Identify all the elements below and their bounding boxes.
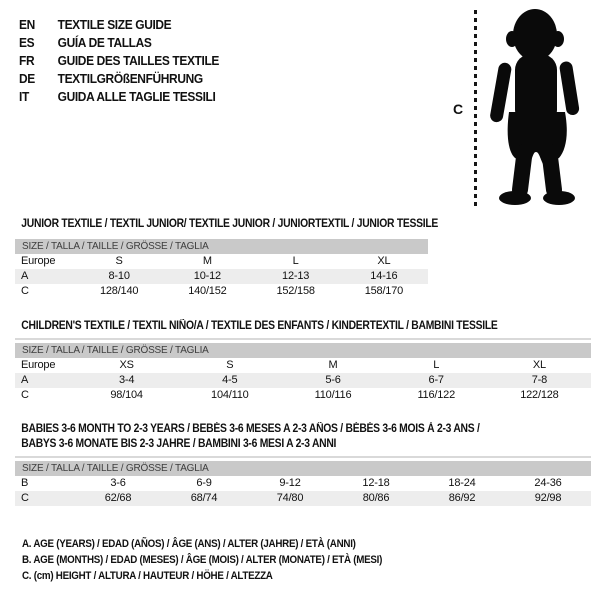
language-title: GUIDA ALLE TAGLIE TESSILI: [57, 89, 216, 104]
table-row-height: [15, 284, 428, 299]
height-cell: 116/122: [417, 389, 455, 401]
months-cell: 6-9: [196, 477, 212, 489]
height-measure-dashed-line: [474, 10, 477, 208]
age-cell: 4-5: [222, 374, 238, 386]
table-top-rule: [15, 456, 591, 458]
height-cell: 122/128: [520, 389, 559, 401]
age-cell: 5-6: [325, 374, 341, 386]
height-cell: 152/158: [276, 285, 315, 297]
size-cell: L: [433, 359, 440, 371]
table-row-europe: [15, 254, 428, 269]
language-row-de: [19, 70, 219, 88]
size-cell: XL: [377, 255, 391, 267]
age-cell: 6-7: [428, 374, 444, 386]
height-cell: 158/170: [364, 285, 404, 297]
childrens-size-header-bar: [15, 343, 591, 358]
table-row-height: [15, 491, 591, 506]
height-cell: 74/80: [276, 492, 304, 504]
language-title: GUÍA DE TALLAS: [57, 35, 152, 50]
row-label: A: [21, 374, 29, 386]
height-cell: 80/86: [362, 492, 390, 504]
row-label: C: [21, 492, 29, 504]
babies-table-title-line2: BABYS 3-6 MONATE BIS 2-3 JAHRE / BAMBINI 3-6 MESI A 2-3 ANNI: [21, 438, 337, 450]
size-cell: S: [115, 255, 123, 267]
months-cell: 9-12: [279, 477, 301, 489]
row-label: A: [21, 270, 29, 282]
language-code: FR: [19, 53, 35, 68]
row-label: B: [21, 477, 29, 489]
language-code: EN: [19, 17, 35, 32]
footnote-age-months: B. AGE (MONTHS) / EDAD (MESES) / ÂGE (MOIS) / ALTER (MONATE) / ETÀ (MESI): [22, 554, 383, 566]
height-cell: 92/98: [534, 492, 562, 504]
size-cell: XS: [119, 359, 134, 371]
language-code: ES: [19, 35, 35, 50]
table-row-height: [15, 388, 591, 403]
height-cell: 110/116: [314, 389, 352, 401]
language-title: TEXTILE SIZE GUIDE: [57, 17, 172, 32]
months-cell: 3-6: [110, 477, 126, 489]
height-cell: 104/110: [211, 389, 249, 401]
size-header-label: SIZE / TALLA / TAILLE / GRÖSSE / TAGLIA: [22, 240, 209, 252]
age-cell: 10-12: [193, 270, 221, 282]
footnote-legend: [22, 536, 427, 584]
table-row-months: [15, 476, 591, 491]
childrens-textile-table: [15, 319, 591, 403]
footnote-height: C. (cm) HEIGHT / ALTURA / HAUTEUR / HÖHE / ALTEZZA: [22, 570, 273, 582]
age-cell: 12-13: [282, 270, 310, 282]
language-row-en: [19, 16, 219, 34]
age-cell: 3-4: [118, 374, 135, 386]
language-code: DE: [19, 71, 35, 86]
row-label: C: [21, 389, 29, 401]
junior-table-title: JUNIOR TEXTILE / TEXTIL JUNIOR/ TEXTILE JUNIOR / JUNIORTEXTIL / JUNIOR TESSILE: [21, 218, 439, 230]
language-title: TEXTILGRÖßENFÜHRUNG: [57, 71, 203, 86]
language-title: GUIDE DES TAILLES TEXTILE: [57, 53, 219, 68]
height-cell: 140/152: [188, 285, 227, 297]
months-cell: 18-24: [448, 477, 476, 489]
row-label: Europe: [21, 255, 56, 267]
language-code: IT: [19, 89, 29, 104]
age-cell: 7-8: [531, 374, 548, 386]
height-cell: 68/74: [190, 492, 218, 504]
junior-textile-table: [15, 217, 439, 299]
baby-silhouette: [482, 6, 594, 206]
babies-textile-table: [15, 422, 591, 506]
size-cell: M: [202, 255, 212, 267]
table-row-age: [15, 373, 591, 388]
height-cell: 86/92: [448, 492, 476, 504]
row-label: Europe: [21, 359, 56, 371]
size-header-label: SIZE / TALLA / TAILLE / GRÖSSE / TAGLIA: [22, 344, 209, 356]
height-measure-label: C: [453, 101, 464, 117]
age-cell: 14-16: [370, 270, 398, 282]
row-label: C: [21, 285, 29, 297]
footnote-age-years: A. AGE (YEARS) / EDAD (AÑOS) / ÂGE (ANS) / ALTER (JAHRE) / ETÀ (ANNI): [22, 538, 356, 550]
language-row-fr: [19, 52, 219, 70]
height-cell: 62/68: [104, 492, 132, 504]
months-cell: 24-36: [534, 477, 562, 489]
babies-size-header-bar: [15, 461, 591, 476]
size-cell: M: [328, 359, 338, 371]
language-title-list: [19, 16, 236, 106]
size-header-label: SIZE / TALLA / TAILLE / GRÖSSE / TAGLIA: [22, 462, 209, 474]
age-cell: 8-10: [108, 270, 130, 282]
height-cell: 98/104: [110, 389, 143, 401]
table-top-rule: [15, 338, 591, 340]
childrens-table-title: CHILDREN'S TEXTILE / TEXTIL NIÑO/A / TEXTILE DES ENFANTS / KINDERTEXTIL / BAMBINI TESSILE: [21, 320, 498, 332]
table-row-europe: [15, 358, 591, 373]
junior-size-header-bar: [15, 239, 428, 254]
size-cell: L: [292, 255, 299, 267]
babies-table-title-line1: BABIES 3-6 MONTH TO 2-3 YEARS / BEBÉS 3-6 MESES A 2-3 AÑOS / BÉBÉS 3-6 MOIS À 2-3 ANS /: [21, 423, 480, 435]
language-row-it: [19, 88, 219, 106]
months-cell: 12-18: [362, 477, 390, 489]
size-cell: XL: [532, 359, 546, 371]
height-cell: 128/140: [99, 285, 139, 297]
language-row-es: [19, 34, 219, 52]
size-cell: S: [226, 359, 234, 371]
table-row-age: [15, 269, 428, 284]
